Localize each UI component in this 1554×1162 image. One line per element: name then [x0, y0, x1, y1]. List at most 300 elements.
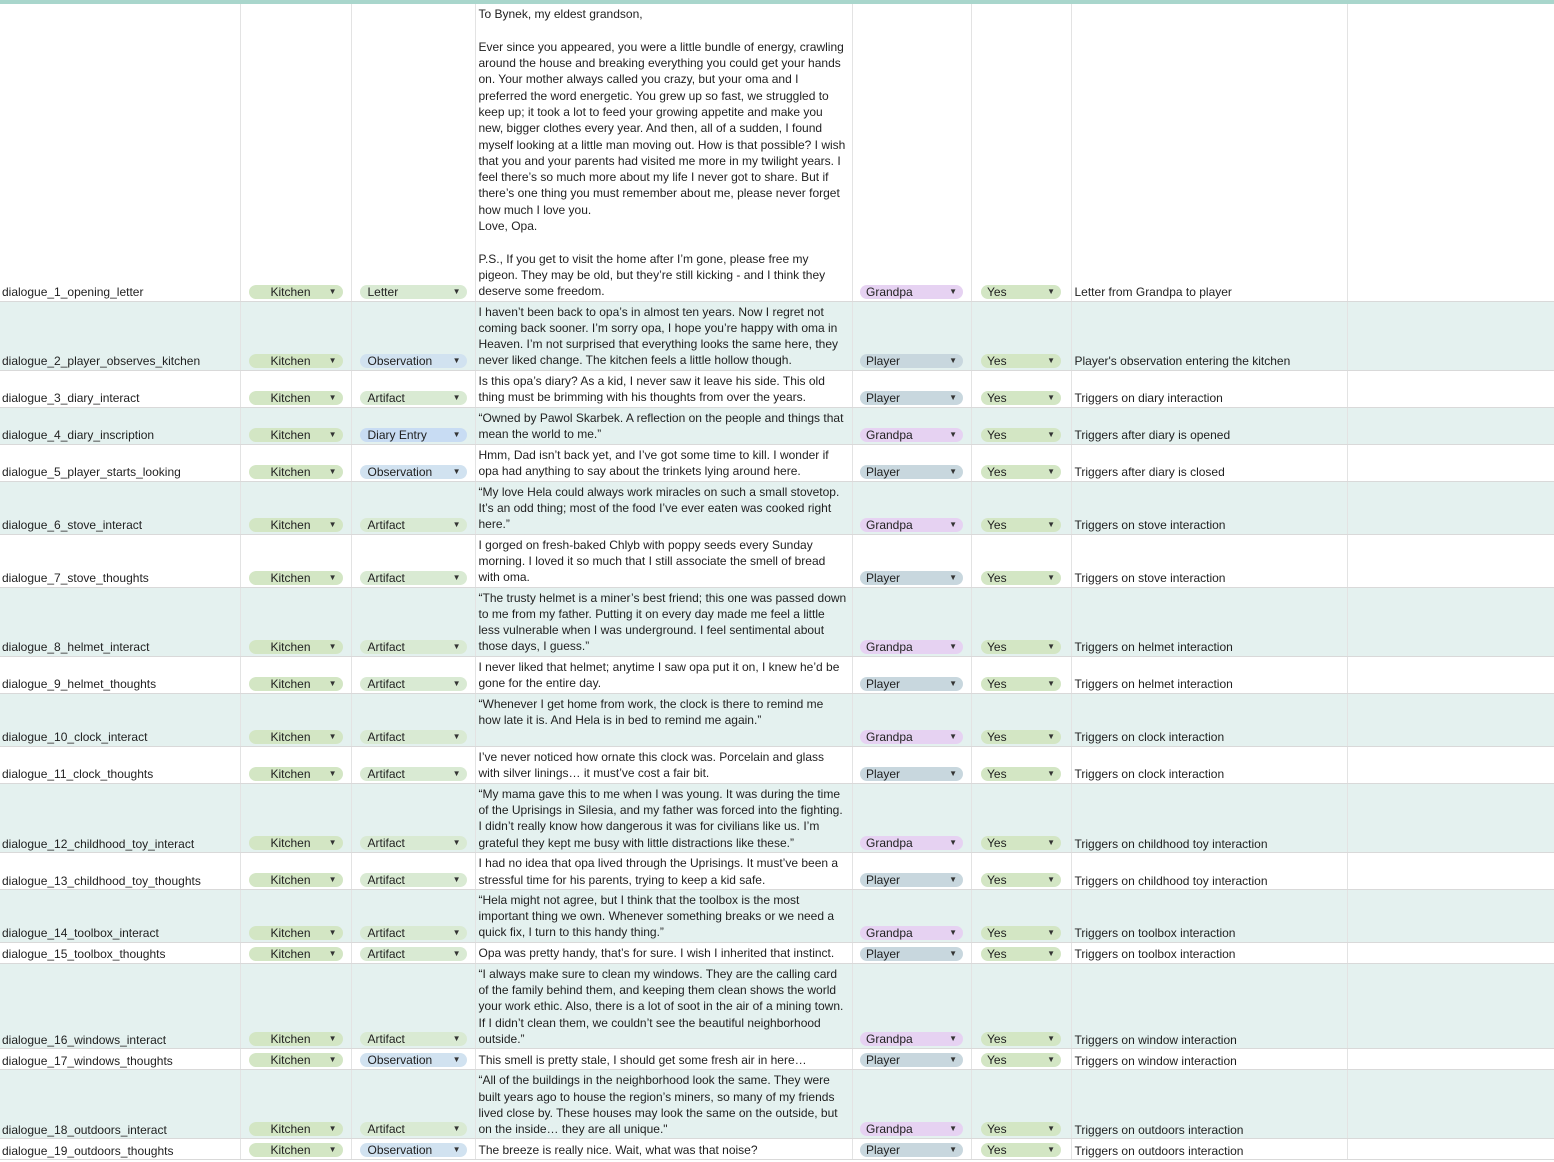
triangle-down-icon[interactable]: ▼	[328, 731, 337, 741]
dialogue-text-cell[interactable]: I gorged on fresh-baked Chlyb with poppy seeds every Sunday morning. I loved it so much that I still associate the smell of bread with oma.	[475, 534, 852, 587]
type-cell[interactable]	[351, 1139, 475, 1160]
triangle-down-icon[interactable]: ▼	[949, 392, 957, 402]
speaker-dropdown[interactable]	[860, 465, 963, 479]
dialogue-id-cell[interactable]: dialogue_6_stove_interact	[0, 481, 240, 534]
speaker-dropdown[interactable]	[860, 391, 963, 405]
empty-cell[interactable]	[1347, 481, 1554, 534]
empty-cell[interactable]	[1347, 407, 1554, 444]
notes-cell[interactable]: Triggers on helmet interaction	[1071, 656, 1347, 693]
empty-cell[interactable]	[1347, 1049, 1554, 1070]
type-dropdown[interactable]	[360, 571, 467, 585]
status-cell[interactable]	[971, 889, 1071, 942]
empty-cell[interactable]	[1347, 1139, 1554, 1160]
speaker-cell[interactable]	[852, 963, 971, 1048]
type-cell[interactable]	[351, 444, 475, 481]
notes-cell[interactable]: Triggers on outdoors interaction	[1071, 1139, 1347, 1160]
triangle-down-icon[interactable]: ▼	[452, 768, 461, 778]
location-cell[interactable]	[240, 407, 351, 444]
status-dropdown[interactable]	[981, 926, 1061, 940]
dialogue-id-cell[interactable]: dialogue_7_stove_thoughts	[0, 534, 240, 587]
dialogue-text-cell[interactable]: This smell is pretty stale, I should get some fresh air in here…	[475, 1049, 852, 1070]
status-cell[interactable]	[971, 444, 1071, 481]
speaker-cell[interactable]	[852, 481, 971, 534]
location-dropdown[interactable]	[249, 1032, 343, 1046]
type-dropdown[interactable]	[360, 926, 467, 940]
triangle-down-icon[interactable]: ▼	[1047, 572, 1055, 582]
speaker-cell[interactable]	[852, 1139, 971, 1160]
triangle-down-icon[interactable]: ▼	[1047, 519, 1055, 529]
type-dropdown[interactable]	[360, 518, 467, 532]
notes-cell[interactable]: Triggers on toolbox interaction	[1071, 889, 1347, 942]
type-cell[interactable]	[351, 1049, 475, 1070]
location-dropdown[interactable]	[249, 391, 343, 405]
dialogue-text-cell[interactable]: I haven’t been back to opa’s in almost ten years. Now I regret not coming back sooner. I’m sorry opa, I hope you’re happy with oma in Heaven. I’m not surprised that everything looks the same here, they never liked change. The kitchen feels a little hollow though.	[475, 301, 852, 370]
dialogue-id-cell[interactable]: dialogue_19_outdoors_thoughts	[0, 1139, 240, 1160]
empty-cell[interactable]	[1347, 534, 1554, 587]
triangle-down-icon[interactable]: ▼	[949, 837, 957, 847]
empty-cell[interactable]	[1347, 587, 1554, 656]
triangle-down-icon[interactable]: ▼	[949, 355, 957, 365]
triangle-down-icon[interactable]: ▼	[452, 1124, 461, 1134]
type-cell[interactable]	[351, 852, 475, 889]
triangle-down-icon[interactable]: ▼	[328, 948, 337, 958]
triangle-down-icon[interactable]: ▼	[1047, 837, 1055, 847]
notes-cell[interactable]: Player's observation entering the kitchen	[1071, 301, 1347, 370]
triangle-down-icon[interactable]: ▼	[949, 1145, 957, 1155]
dialogue-text-cell[interactable]: “My love Hela could always work miracles on such a small stovetop. It’s an odd thing; most of the food I’ve ever eaten was cooked right here.”	[475, 481, 852, 534]
triangle-down-icon[interactable]: ▼	[1047, 948, 1055, 958]
triangle-down-icon[interactable]: ▼	[1047, 1124, 1055, 1134]
type-dropdown[interactable]	[360, 1143, 467, 1157]
dialogue-text-cell[interactable]: “All of the buildings in the neighborhood look the same. They were built years ago to house the region’s miners, so many of my friends lived close by. These houses may look the same on the outside, but on the inside… they are all unique."	[475, 1070, 852, 1139]
triangle-down-icon[interactable]: ▼	[1047, 1034, 1055, 1044]
triangle-down-icon[interactable]: ▼	[328, 1034, 337, 1044]
dialogue-id-cell[interactable]: dialogue_12_childhood_toy_interact	[0, 783, 240, 852]
speaker-dropdown[interactable]	[860, 354, 963, 368]
triangle-down-icon[interactable]: ▼	[328, 927, 337, 937]
triangle-down-icon[interactable]: ▼	[1047, 874, 1055, 884]
type-dropdown[interactable]	[360, 465, 467, 479]
notes-cell[interactable]: Letter from Grandpa to player	[1071, 4, 1347, 301]
speaker-cell[interactable]	[852, 534, 971, 587]
empty-cell[interactable]	[1347, 693, 1554, 746]
triangle-down-icon[interactable]: ▼	[328, 874, 337, 884]
speaker-dropdown[interactable]	[860, 518, 963, 532]
speaker-cell[interactable]	[852, 301, 971, 370]
status-dropdown[interactable]	[981, 730, 1061, 744]
triangle-down-icon[interactable]: ▼	[328, 1145, 337, 1155]
empty-cell[interactable]	[1347, 942, 1554, 963]
triangle-down-icon[interactable]: ▼	[452, 874, 461, 884]
status-dropdown[interactable]	[981, 391, 1061, 405]
dialogue-id-cell[interactable]: dialogue_11_clock_thoughts	[0, 746, 240, 783]
location-dropdown[interactable]	[249, 640, 343, 654]
dialogue-text-cell[interactable]: I had no idea that opa lived through the Uprisings. It must’ve been a stressful time for his parents, trying to keep a kid safe.	[475, 852, 852, 889]
triangle-down-icon[interactable]: ▼	[328, 572, 337, 582]
dialogue-text-cell[interactable]: I’ve never noticed how ornate this clock was. Porcelain and glass with silver linings… it must’ve cost a fair bit.	[475, 746, 852, 783]
triangle-down-icon[interactable]: ▼	[452, 731, 461, 741]
speaker-cell[interactable]	[852, 783, 971, 852]
dialogue-id-cell[interactable]: dialogue_14_toolbox_interact	[0, 889, 240, 942]
notes-cell[interactable]: Triggers on childhood toy interaction	[1071, 783, 1347, 852]
speaker-cell[interactable]	[852, 746, 971, 783]
triangle-down-icon[interactable]: ▼	[328, 768, 337, 778]
triangle-down-icon[interactable]: ▼	[328, 466, 337, 476]
empty-cell[interactable]	[1347, 4, 1554, 301]
type-cell[interactable]	[351, 407, 475, 444]
triangle-down-icon[interactable]: ▼	[949, 1055, 957, 1065]
type-dropdown[interactable]	[360, 677, 467, 691]
empty-cell[interactable]	[1347, 783, 1554, 852]
notes-cell[interactable]: Triggers on clock interaction	[1071, 693, 1347, 746]
speaker-dropdown[interactable]	[860, 947, 963, 961]
empty-cell[interactable]	[1347, 1070, 1554, 1139]
type-cell[interactable]	[351, 746, 475, 783]
status-dropdown[interactable]	[981, 518, 1061, 532]
triangle-down-icon[interactable]: ▼	[328, 355, 337, 365]
speaker-cell[interactable]	[852, 4, 971, 301]
notes-cell[interactable]: Triggers on childhood toy interaction	[1071, 852, 1347, 889]
type-cell[interactable]	[351, 481, 475, 534]
speaker-dropdown[interactable]	[860, 285, 963, 299]
dialogue-text-cell[interactable]: Is this opa’s diary? As a kid, I never saw it leave his side. This old thing must be brimming with his thoughts from over the years.	[475, 370, 852, 407]
status-cell[interactable]	[971, 656, 1071, 693]
speaker-cell[interactable]	[852, 889, 971, 942]
notes-cell[interactable]: Triggers on stove interaction	[1071, 534, 1347, 587]
triangle-down-icon[interactable]: ▼	[1047, 768, 1055, 778]
speaker-dropdown[interactable]	[860, 1032, 963, 1046]
speaker-cell[interactable]	[852, 693, 971, 746]
location-dropdown[interactable]	[249, 926, 343, 940]
status-cell[interactable]	[971, 481, 1071, 534]
dialogue-id-cell[interactable]: dialogue_10_clock_interact	[0, 693, 240, 746]
triangle-down-icon[interactable]: ▼	[328, 519, 337, 529]
status-cell[interactable]	[971, 963, 1071, 1048]
dialogue-text-cell[interactable]: Hmm, Dad isn’t back yet, and I’ve got some time to kill. I wonder if opa had anything to say about the trinkets lying around here.	[475, 444, 852, 481]
triangle-down-icon[interactable]: ▼	[452, 1145, 461, 1155]
location-cell[interactable]	[240, 1139, 351, 1160]
triangle-down-icon[interactable]: ▼	[1047, 678, 1055, 688]
speaker-dropdown[interactable]	[860, 640, 963, 654]
dialogue-text-cell[interactable]: “Hela might not agree, but I think that the toolbox is the most important thing we own. Whenever something breaks or we need a quick fix, I turn to this handy thing.”	[475, 889, 852, 942]
notes-cell[interactable]: Triggers on outdoors interaction	[1071, 1070, 1347, 1139]
triangle-down-icon[interactable]: ▼	[452, 641, 461, 651]
dialogue-text-cell[interactable]: To Bynek, my eldest grandson, Ever since you appeared, you were a little bundle of energy, crawling around the house and breaking everything you could get your hands on. Your mother always called you crazy, but your oma and I preferred the word energetic. You grew up so fast, we struggled to keep up; it took a lot to feed your growing appetite and make you new, bigger clothes every year. And then, all of a sudden, I found myself looking at a little man moving out. How is that possible? I wish that you and your parents had visited me more in my twilight years. I feel there’s so much more about my life I never got to share. But if there’s one thing you must remember about me, please never forget how much I love you. Love, Opa. P.S., If you get to visit the home after I’m gone, please free my pigeon. They may be old, but they’re still kicking - and I think they deserve some freedom.	[475, 4, 852, 301]
speaker-dropdown[interactable]	[860, 1053, 963, 1067]
triangle-down-icon[interactable]: ▼	[452, 948, 461, 958]
location-dropdown[interactable]	[249, 354, 343, 368]
empty-cell[interactable]	[1347, 889, 1554, 942]
dialogue-id-cell[interactable]: dialogue_16_windows_interact	[0, 963, 240, 1048]
dialogue-text-cell[interactable]: “Whenever I get home from work, the clock is there to remind me how late it is. And Hela is in bed to remind me again.”	[475, 693, 852, 746]
empty-cell[interactable]	[1347, 370, 1554, 407]
empty-cell[interactable]	[1347, 301, 1554, 370]
type-cell[interactable]	[351, 1070, 475, 1139]
status-dropdown[interactable]	[981, 354, 1061, 368]
triangle-down-icon[interactable]: ▼	[452, 519, 461, 529]
dialogue-text-cell[interactable]: “I always make sure to clean my windows. They are the calling card of the family behind them, and keeping them clean shows the world your work ethic. Also, there is a lot of soot in the air of a mining town. If I didn’t clean them, we couldn’t see the beautiful neighborhood outside.”	[475, 963, 852, 1048]
location-cell[interactable]	[240, 942, 351, 963]
notes-cell[interactable]: Triggers on stove interaction	[1071, 481, 1347, 534]
triangle-down-icon[interactable]: ▼	[1047, 392, 1055, 402]
notes-cell[interactable]: Triggers after diary is opened	[1071, 407, 1347, 444]
triangle-down-icon[interactable]: ▼	[452, 1055, 461, 1065]
type-cell[interactable]	[351, 370, 475, 407]
status-dropdown[interactable]	[981, 1032, 1061, 1046]
triangle-down-icon[interactable]: ▼	[1047, 1145, 1055, 1155]
notes-cell[interactable]: Triggers after diary is closed	[1071, 444, 1347, 481]
location-cell[interactable]	[240, 746, 351, 783]
dialogue-id-cell[interactable]: dialogue_18_outdoors_interact	[0, 1070, 240, 1139]
dialogue-id-cell[interactable]: dialogue_15_toolbox_thoughts	[0, 942, 240, 963]
location-cell[interactable]	[240, 889, 351, 942]
triangle-down-icon[interactable]: ▼	[949, 1124, 957, 1134]
triangle-down-icon[interactable]: ▼	[1047, 355, 1055, 365]
status-cell[interactable]	[971, 407, 1071, 444]
speaker-dropdown[interactable]	[860, 1143, 963, 1157]
type-cell[interactable]	[351, 587, 475, 656]
status-cell[interactable]	[971, 4, 1071, 301]
status-cell[interactable]	[971, 534, 1071, 587]
type-cell[interactable]	[351, 783, 475, 852]
triangle-down-icon[interactable]: ▼	[949, 768, 957, 778]
speaker-dropdown[interactable]	[860, 836, 963, 850]
status-cell[interactable]	[971, 370, 1071, 407]
location-cell[interactable]	[240, 693, 351, 746]
speaker-dropdown[interactable]	[860, 677, 963, 691]
type-cell[interactable]	[351, 942, 475, 963]
status-dropdown[interactable]	[981, 465, 1061, 479]
type-cell[interactable]	[351, 301, 475, 370]
triangle-down-icon[interactable]: ▼	[949, 731, 957, 741]
triangle-down-icon[interactable]: ▼	[328, 641, 337, 651]
location-cell[interactable]	[240, 852, 351, 889]
status-dropdown[interactable]	[981, 285, 1061, 299]
location-cell[interactable]	[240, 783, 351, 852]
triangle-down-icon[interactable]: ▼	[452, 429, 461, 439]
triangle-down-icon[interactable]: ▼	[949, 874, 957, 884]
triangle-down-icon[interactable]: ▼	[1047, 466, 1055, 476]
type-dropdown[interactable]	[360, 1053, 467, 1067]
triangle-down-icon[interactable]: ▼	[949, 466, 957, 476]
location-cell[interactable]	[240, 1070, 351, 1139]
dialogue-id-cell[interactable]: dialogue_17_windows_thoughts	[0, 1049, 240, 1070]
triangle-down-icon[interactable]: ▼	[1047, 641, 1055, 651]
status-cell[interactable]	[971, 1070, 1071, 1139]
dialogue-text-cell[interactable]: “My mama gave this to me when I was young. It was during the time of the Uprisings in Silesia, and my father was forced into the fighting. I didn’t really know how dangerous it was for civilians like us. I’m grateful they kept me busy with little distractions like these.”	[475, 783, 852, 852]
location-dropdown[interactable]	[249, 730, 343, 744]
speaker-dropdown[interactable]	[860, 730, 963, 744]
speaker-cell[interactable]	[852, 852, 971, 889]
type-dropdown[interactable]	[360, 1032, 467, 1046]
location-dropdown[interactable]	[249, 873, 343, 887]
location-dropdown[interactable]	[249, 947, 343, 961]
notes-cell[interactable]: Triggers on helmet interaction	[1071, 587, 1347, 656]
triangle-down-icon[interactable]: ▼	[949, 429, 957, 439]
speaker-cell[interactable]	[852, 1070, 971, 1139]
type-dropdown[interactable]	[360, 947, 467, 961]
status-dropdown[interactable]	[981, 947, 1061, 961]
notes-cell[interactable]: Triggers on clock interaction	[1071, 746, 1347, 783]
status-dropdown[interactable]	[981, 640, 1061, 654]
speaker-cell[interactable]	[852, 444, 971, 481]
type-dropdown[interactable]	[360, 836, 467, 850]
dialogue-id-cell[interactable]: dialogue_2_player_observes_kitchen	[0, 301, 240, 370]
location-dropdown[interactable]	[249, 767, 343, 781]
triangle-down-icon[interactable]: ▼	[452, 678, 461, 688]
triangle-down-icon[interactable]: ▼	[1047, 1055, 1055, 1065]
status-cell[interactable]	[971, 587, 1071, 656]
type-cell[interactable]	[351, 889, 475, 942]
triangle-down-icon[interactable]: ▼	[452, 466, 461, 476]
status-cell[interactable]	[971, 746, 1071, 783]
dialogue-id-cell[interactable]: dialogue_3_diary_interact	[0, 370, 240, 407]
location-dropdown[interactable]	[249, 571, 343, 585]
dialogue-id-cell[interactable]: dialogue_1_opening_letter	[0, 4, 240, 301]
triangle-down-icon[interactable]: ▼	[949, 927, 957, 937]
dialogue-id-cell[interactable]: dialogue_5_player_starts_looking	[0, 444, 240, 481]
notes-cell[interactable]: Triggers on window interaction	[1071, 1049, 1347, 1070]
speaker-cell[interactable]	[852, 587, 971, 656]
location-cell[interactable]	[240, 4, 351, 301]
speaker-cell[interactable]	[852, 942, 971, 963]
speaker-dropdown[interactable]	[860, 428, 963, 442]
dialogue-text-cell[interactable]: “The trusty helmet is a miner’s best friend; this one was passed down to me from my father. Putting it on every day made me feel a little less vulnerable when I was underground. I feel sentimental about those days, I guess.”	[475, 587, 852, 656]
empty-cell[interactable]	[1347, 852, 1554, 889]
empty-cell[interactable]	[1347, 444, 1554, 481]
empty-cell[interactable]	[1347, 963, 1554, 1048]
triangle-down-icon[interactable]: ▼	[328, 837, 337, 847]
location-cell[interactable]	[240, 963, 351, 1048]
location-dropdown[interactable]	[249, 1122, 343, 1136]
location-dropdown[interactable]	[249, 1053, 343, 1067]
type-dropdown[interactable]	[360, 767, 467, 781]
triangle-down-icon[interactable]: ▼	[452, 1034, 461, 1044]
status-dropdown[interactable]	[981, 677, 1061, 691]
type-dropdown[interactable]	[360, 428, 467, 442]
location-cell[interactable]	[240, 444, 351, 481]
triangle-down-icon[interactable]: ▼	[452, 927, 461, 937]
triangle-down-icon[interactable]: ▼	[949, 641, 957, 651]
speaker-dropdown[interactable]	[860, 1122, 963, 1136]
location-cell[interactable]	[240, 301, 351, 370]
location-cell[interactable]	[240, 370, 351, 407]
type-cell[interactable]	[351, 656, 475, 693]
dialogue-id-cell[interactable]: dialogue_9_helmet_thoughts	[0, 656, 240, 693]
triangle-down-icon[interactable]: ▼	[452, 286, 461, 296]
status-dropdown[interactable]	[981, 873, 1061, 887]
triangle-down-icon[interactable]: ▼	[452, 392, 461, 402]
location-dropdown[interactable]	[249, 518, 343, 532]
type-dropdown[interactable]	[360, 873, 467, 887]
location-dropdown[interactable]	[249, 285, 343, 299]
triangle-down-icon[interactable]: ▼	[949, 519, 957, 529]
triangle-down-icon[interactable]: ▼	[328, 1124, 337, 1134]
dialogue-text-cell[interactable]: Opa was pretty handy, that’s for sure. I wish I inherited that instinct.	[475, 942, 852, 963]
status-cell[interactable]	[971, 1049, 1071, 1070]
speaker-cell[interactable]	[852, 656, 971, 693]
speaker-dropdown[interactable]	[860, 571, 963, 585]
location-cell[interactable]	[240, 587, 351, 656]
triangle-down-icon[interactable]: ▼	[949, 572, 957, 582]
type-cell[interactable]	[351, 534, 475, 587]
location-dropdown[interactable]	[249, 1143, 343, 1157]
type-dropdown[interactable]	[360, 730, 467, 744]
triangle-down-icon[interactable]: ▼	[328, 1055, 337, 1065]
triangle-down-icon[interactable]: ▼	[328, 392, 337, 402]
location-dropdown[interactable]	[249, 677, 343, 691]
dialogue-text-cell[interactable]: The breeze is really nice. Wait, what was that noise?	[475, 1139, 852, 1160]
status-dropdown[interactable]	[981, 1143, 1061, 1157]
triangle-down-icon[interactable]: ▼	[949, 678, 957, 688]
status-cell[interactable]	[971, 1139, 1071, 1160]
notes-cell[interactable]: Triggers on window interaction	[1071, 963, 1347, 1048]
triangle-down-icon[interactable]: ▼	[1047, 286, 1055, 296]
type-cell[interactable]	[351, 963, 475, 1048]
status-dropdown[interactable]	[981, 1122, 1061, 1136]
triangle-down-icon[interactable]: ▼	[949, 948, 957, 958]
location-dropdown[interactable]	[249, 465, 343, 479]
triangle-down-icon[interactable]: ▼	[328, 286, 337, 296]
status-cell[interactable]	[971, 852, 1071, 889]
triangle-down-icon[interactable]: ▼	[949, 286, 957, 296]
dialogue-id-cell[interactable]: dialogue_13_childhood_toy_thoughts	[0, 852, 240, 889]
type-cell[interactable]	[351, 4, 475, 301]
dialogue-text-cell[interactable]: “Owned by Pawol Skarbek. A reflection on the people and things that mean the world to me.”	[475, 407, 852, 444]
speaker-dropdown[interactable]	[860, 767, 963, 781]
speaker-cell[interactable]	[852, 370, 971, 407]
empty-cell[interactable]	[1347, 656, 1554, 693]
status-dropdown[interactable]	[981, 836, 1061, 850]
triangle-down-icon[interactable]: ▼	[949, 1034, 957, 1044]
triangle-down-icon[interactable]: ▼	[328, 429, 337, 439]
location-dropdown[interactable]	[249, 836, 343, 850]
location-cell[interactable]	[240, 1049, 351, 1070]
type-dropdown[interactable]	[360, 391, 467, 405]
speaker-dropdown[interactable]	[860, 926, 963, 940]
status-cell[interactable]	[971, 942, 1071, 963]
empty-cell[interactable]	[1347, 746, 1554, 783]
status-cell[interactable]	[971, 693, 1071, 746]
type-dropdown[interactable]	[360, 285, 467, 299]
triangle-down-icon[interactable]: ▼	[1047, 927, 1055, 937]
dialogue-text-cell[interactable]: I never liked that helmet; anytime I saw opa put it on, I knew he’d be gone for the entire day.	[475, 656, 852, 693]
triangle-down-icon[interactable]: ▼	[1047, 429, 1055, 439]
notes-cell[interactable]: Triggers on diary interaction	[1071, 370, 1347, 407]
type-dropdown[interactable]	[360, 1122, 467, 1136]
status-cell[interactable]	[971, 783, 1071, 852]
triangle-down-icon[interactable]: ▼	[452, 355, 461, 365]
status-dropdown[interactable]	[981, 571, 1061, 585]
triangle-down-icon[interactable]: ▼	[452, 837, 461, 847]
triangle-down-icon[interactable]: ▼	[452, 572, 461, 582]
speaker-dropdown[interactable]	[860, 873, 963, 887]
speaker-cell[interactable]	[852, 1049, 971, 1070]
speaker-cell[interactable]	[852, 407, 971, 444]
location-cell[interactable]	[240, 481, 351, 534]
location-dropdown[interactable]	[249, 428, 343, 442]
triangle-down-icon[interactable]: ▼	[1047, 731, 1055, 741]
location-cell[interactable]	[240, 656, 351, 693]
type-dropdown[interactable]	[360, 640, 467, 654]
type-dropdown[interactable]	[360, 354, 467, 368]
dialogue-id-cell[interactable]: dialogue_4_diary_inscription	[0, 407, 240, 444]
dialogue-id-cell[interactable]: dialogue_8_helmet_interact	[0, 587, 240, 656]
location-cell[interactable]	[240, 534, 351, 587]
status-cell[interactable]	[971, 301, 1071, 370]
notes-cell[interactable]: Triggers on toolbox interaction	[1071, 942, 1347, 963]
type-cell[interactable]	[351, 693, 475, 746]
